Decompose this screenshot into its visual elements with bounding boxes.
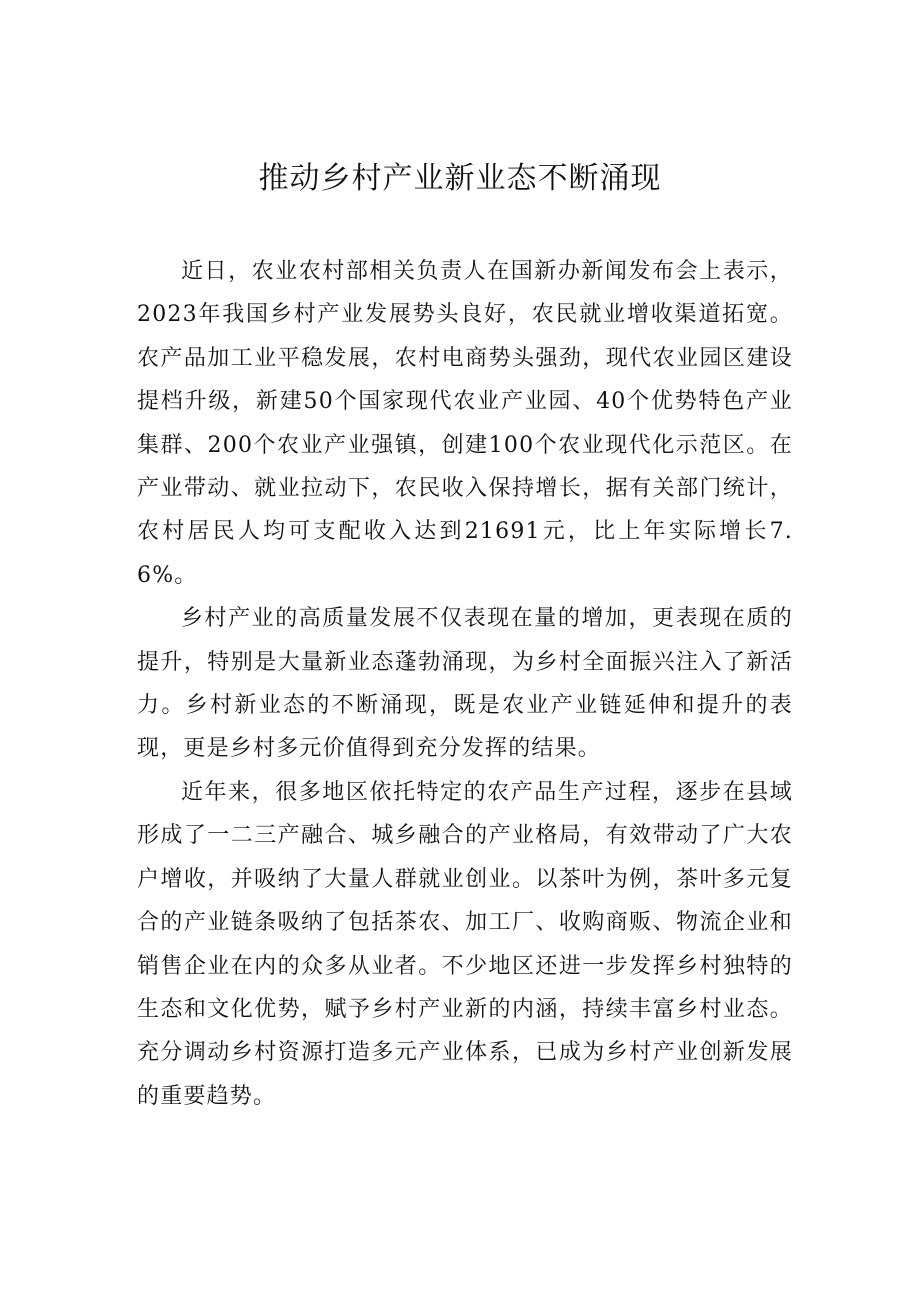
paragraph-3: 近年来，很多地区依托特定的农产品生产过程，逐步在县域形成了一二三产融合、城乡融合的产业格局，有效带动了广大农户增收，并吸纳了大量人群就业创业。以茶叶为例，茶叶多元复合的产业链条吸纳了包括茶农、加工厂、收购商贩、物流企业和销售企业在内的众多从业者。不少地区还进一步发挥乡村独特的生态和文化优势，赋予乡村产业新的内涵，持续丰富乡村业态。充分调动乡村资源打造多元产业体系，已成为乡村产业创新发展的重要趋势。 [137,779,793,1109]
paragraph-2: 乡村产业的高质量发展不仅表现在量的增加，更表现在质的提升，特别是大量新业态蓬勃涌现，为乡村全面振兴注入了新活力。乡村新业态的不断涌现，既是农业产业链延伸和提升的表现，更是乡村多元价值得到充分发挥的结果。 [137,606,793,762]
paragraph-1: 近日，农业农村部相关负责人在国新办新闻发布会上表示，2023年我国乡村产业发展势头良好，农民就业增收渠道拓宽。农产品加工业平稳发展，农村电商势头强劲，现代农业园区建设提档升级，新建50个国家现代农业产业园、40个优势特色产业集群、200个农业产业强镇，创建100个农业现代化示范区。在产业带动、就业拉动下，农民收入保持增长，据有关部门统计，农村居民人均可支配收入达到21691元，比上年实际增长7.6%。 [137,259,793,588]
document-title: 推动乡村产业新业态不断涌现 [258,161,662,196]
document-body [137,250,793,1118]
